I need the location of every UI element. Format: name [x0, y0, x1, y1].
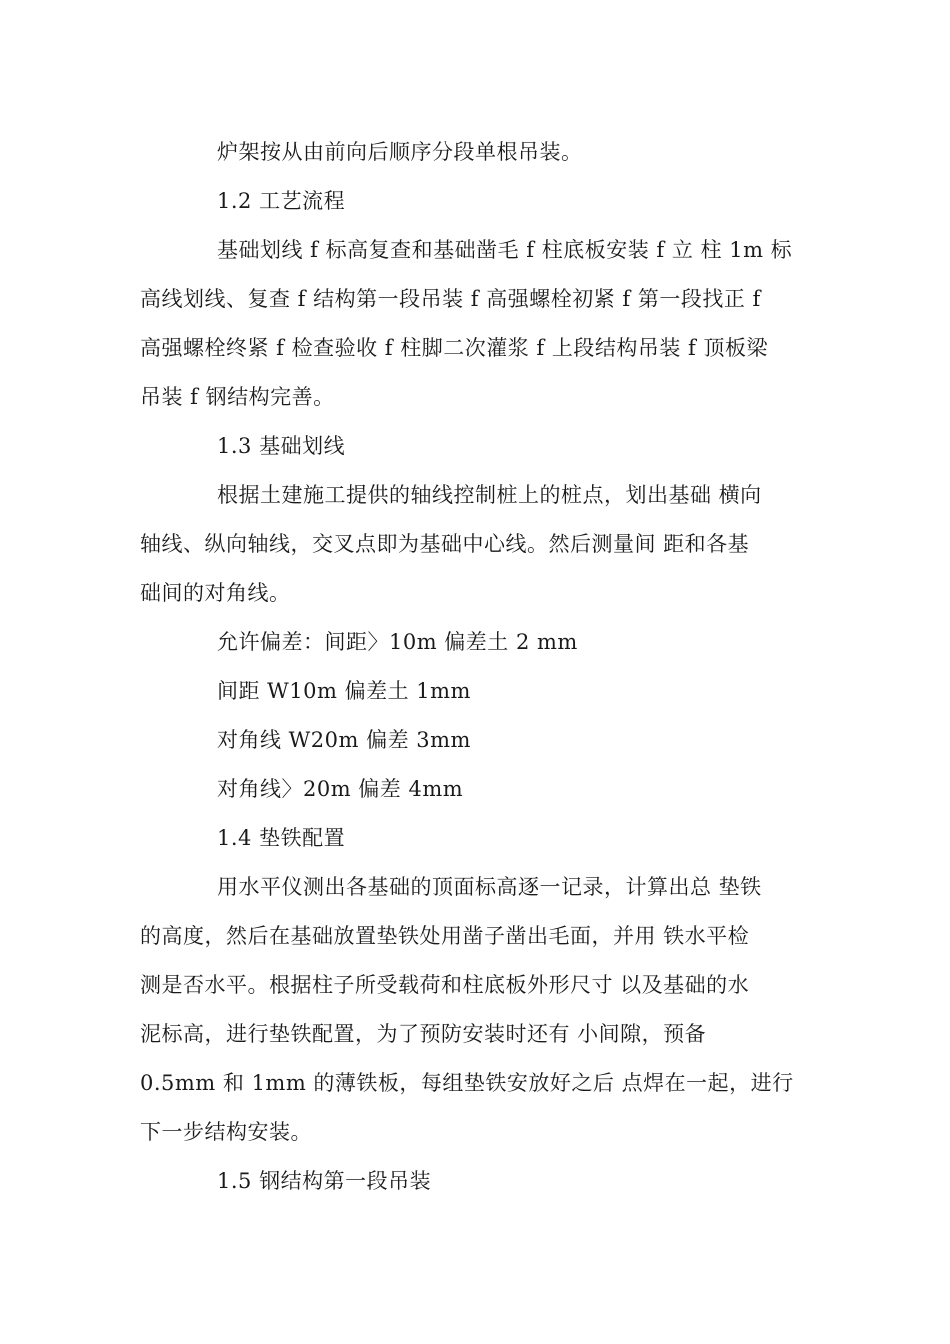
- tolerance-line: 间距 W10m 偏差土 1mm: [217, 679, 471, 703]
- paragraph-line: 炉架按从由前向后顺序分段单根吊装。: [217, 140, 583, 164]
- paragraph-line: 下一步结构安装。: [140, 1120, 312, 1144]
- section-heading-1-4: 1.4 垫铁配置: [217, 826, 346, 850]
- tolerance-line: 对角线〉20m 偏差 4mm: [217, 777, 464, 801]
- paragraph-line: 高线划线、复查 f 结构第一段吊装 f 高强螺栓初紧 f 第一段找正 f: [140, 287, 761, 311]
- paragraph-line: 泥标高，进行垫铁配置，为了预防安装时还有 小间隙，预备: [140, 1022, 707, 1046]
- paragraph-line: 高强螺栓终紧 f 检查验收 f 柱脚二次灌浆 f 上段结构吊装 f 顶板梁: [140, 336, 768, 360]
- tolerance-line: 对角线 W20m 偏差 3mm: [217, 728, 471, 752]
- paragraph-line: 基础划线 f 标高复查和基础凿毛 f 柱底板安装 f 立 柱 1m 标: [217, 238, 793, 262]
- section-heading-1-3: 1.3 基础划线: [217, 434, 346, 458]
- paragraph-line: 根据土建施工提供的轴线控制桩上的桩点，划出基础 横向: [217, 483, 762, 507]
- document-body: [140, 128, 830, 1206]
- section-heading-1-2: 1.2 工艺流程: [217, 189, 346, 213]
- paragraph-line: 础间的对角线。: [140, 581, 291, 605]
- paragraph-line: 轴线、纵向轴线，交叉点即为基础中心线。然后测量间 距和各基: [140, 532, 750, 556]
- paragraph-line: 测是否水平。根据柱子所受载荷和柱底板外形尺寸 以及基础的水: [140, 973, 750, 997]
- tolerance-line: 允许偏差：间距〉10m 偏差土 2 mm: [217, 630, 578, 654]
- paragraph-line: 的高度，然后在基础放置垫铁处用凿子凿出毛面，并用 铁水平检: [140, 924, 750, 948]
- section-heading-1-5: 1.5 钢结构第一段吊装: [217, 1169, 432, 1193]
- paragraph-line: 0.5mm 和 1mm 的薄铁板，每组垫铁安放好之后 点焊在一起，进行: [140, 1071, 794, 1095]
- paragraph-line: 用水平仪测出各基础的顶面标高逐一记录，计算出总 垫铁: [217, 875, 762, 899]
- paragraph-line: 吊装 f 钢结构完善。: [140, 385, 335, 409]
